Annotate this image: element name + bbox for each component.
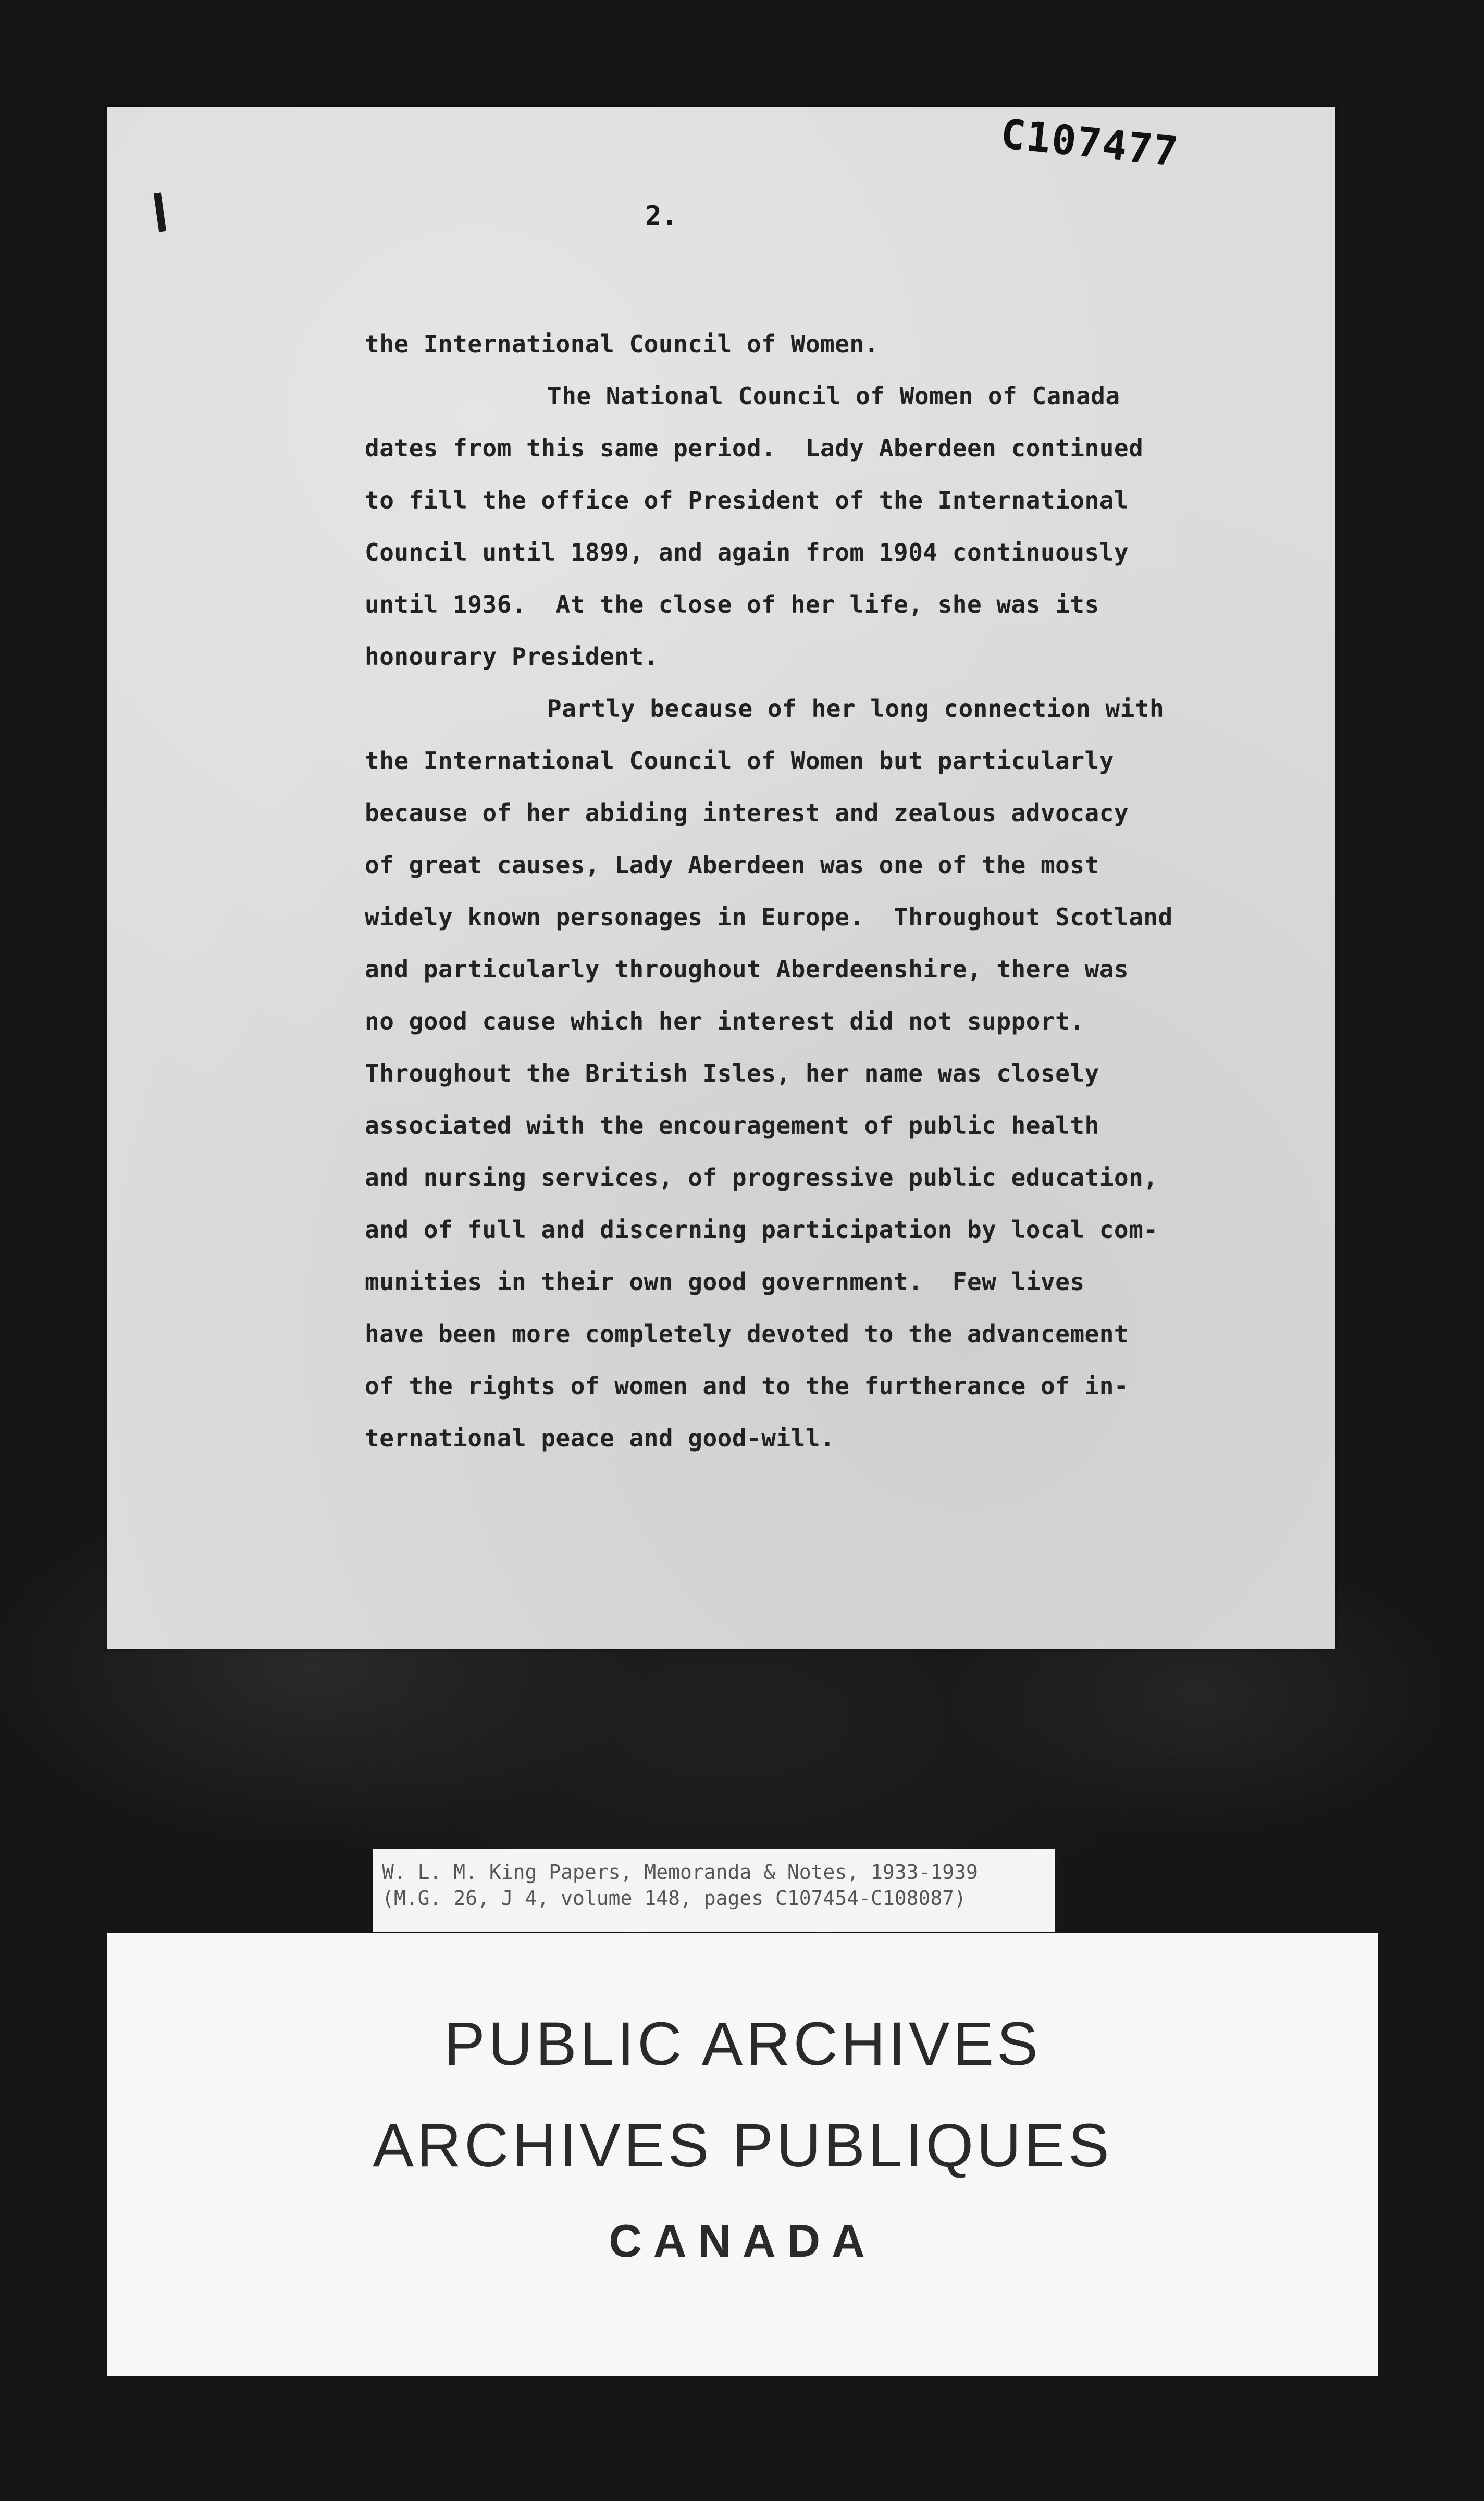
- archives-country: CANADA: [609, 2215, 876, 2267]
- text-line: until 1936. At the close of her life, she was its: [365, 590, 1099, 618]
- archives-title-english: PUBLIC ARCHIVES: [444, 2010, 1041, 2078]
- text-line: associated with the encouragement of public health: [365, 1111, 1099, 1140]
- text-line: The National Council of Women of Canada: [547, 382, 1120, 410]
- text-line: and particularly throughout Aberdeenshire, there was: [365, 955, 1129, 983]
- text-line: of the rights of women and to the furtherance of in-: [365, 1372, 1129, 1400]
- document-body: [365, 318, 1251, 1464]
- text-line: and of full and discerning participation by local com-: [365, 1216, 1158, 1244]
- text-line: to fill the office of President of the International: [365, 486, 1129, 514]
- text-line: no good cause which her interest did not support.: [365, 1007, 1085, 1035]
- text-line: ternational peace and good-will.: [365, 1424, 835, 1452]
- text-line: Council until 1899, and again from 1904 continuously: [365, 538, 1129, 566]
- text-line: dates from this same period. Lady Aberdeen continued: [365, 434, 1144, 462]
- caption-line-reference: (M.G. 26, J 4, volume 148, pages C107454-C108087): [382, 1887, 967, 1910]
- caption-line-collection: W. L. M. King Papers, Memoranda & Notes, 1933-1939: [382, 1861, 978, 1884]
- archives-title-french: ARCHIVES PUBLIQUES: [373, 2111, 1112, 2180]
- text-line: the International Council of Women but particularly: [365, 747, 1114, 775]
- text-line: have been more completely devoted to the advancement: [365, 1320, 1129, 1348]
- text-line: munities in their own good government. Few lives: [365, 1268, 1085, 1296]
- text-line: Throughout the British Isles, her name was closely: [365, 1059, 1099, 1087]
- frame-number-stamp: C107477: [998, 110, 1181, 176]
- text-line: of great causes, Lady Aberdeen was one of the most: [365, 851, 1099, 879]
- page-number: 2.: [645, 201, 678, 232]
- source-caption: [373, 1849, 1055, 1932]
- text-line: widely known personages in Europe. Throughout Scotland: [365, 903, 1173, 931]
- text-line: honourary President.: [365, 642, 659, 671]
- text-line: because of her abiding interest and zealous advocacy: [365, 799, 1129, 827]
- text-line: the International Council of Women.: [365, 330, 879, 358]
- archives-card: [107, 1933, 1378, 2376]
- text-line: Partly because of her long connection with: [547, 695, 1165, 723]
- text-line: and nursing services, of progressive public education,: [365, 1163, 1158, 1192]
